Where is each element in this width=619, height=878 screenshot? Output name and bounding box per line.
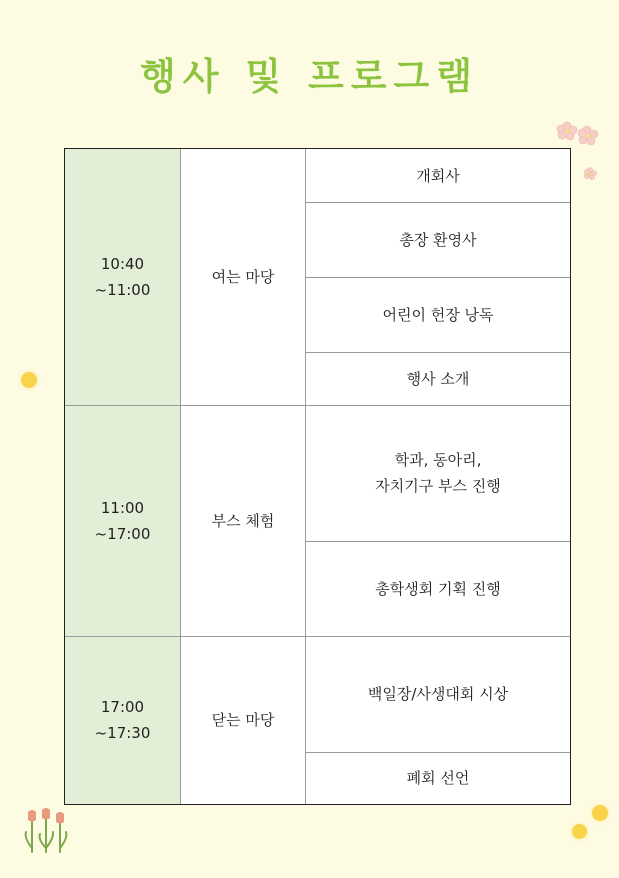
yellow-dot-icon [592,805,608,821]
program-item: 백일장/사생대회 시상 [367,685,509,703]
yellow-dot-icon [21,372,37,388]
section-cell-closing: 닫는 마당 [181,636,306,804]
program-item: 개회사 [416,166,460,185]
program-item: 행사 소개 [406,369,470,388]
program-table [64,148,571,805]
section-cell-booth: 부스 체험 [181,405,306,636]
time-cell-opening: 10:40 ~11:00 [65,149,181,405]
row-divider [65,636,570,637]
flower-decoration-icon [553,118,603,186]
program-item: 어린이 헌장 낭독 [382,305,494,324]
yellow-dot-icon [572,824,587,839]
section-cell-opening: 여는 마당 [181,149,306,405]
program-item: 학과, 동아리, 자치기구 부스 진행 [375,451,501,495]
row-divider [306,752,570,753]
page-title: 행사 및 프로그램 [140,55,479,98]
time-cell-booth: 11:00 ~17:00 [65,405,181,636]
row-divider [306,277,570,278]
time-cell-closing: 17:00 ~17:30 [65,636,181,804]
row-divider [306,541,570,542]
row-divider [65,405,570,406]
tulip-decoration-icon [20,808,76,856]
program-item: 폐회 선언 [406,769,470,787]
row-divider [306,352,570,353]
program-item: 총장 환영사 [399,230,477,249]
program-item: 총학생회 기획 진행 [375,579,501,598]
row-divider [306,202,570,203]
